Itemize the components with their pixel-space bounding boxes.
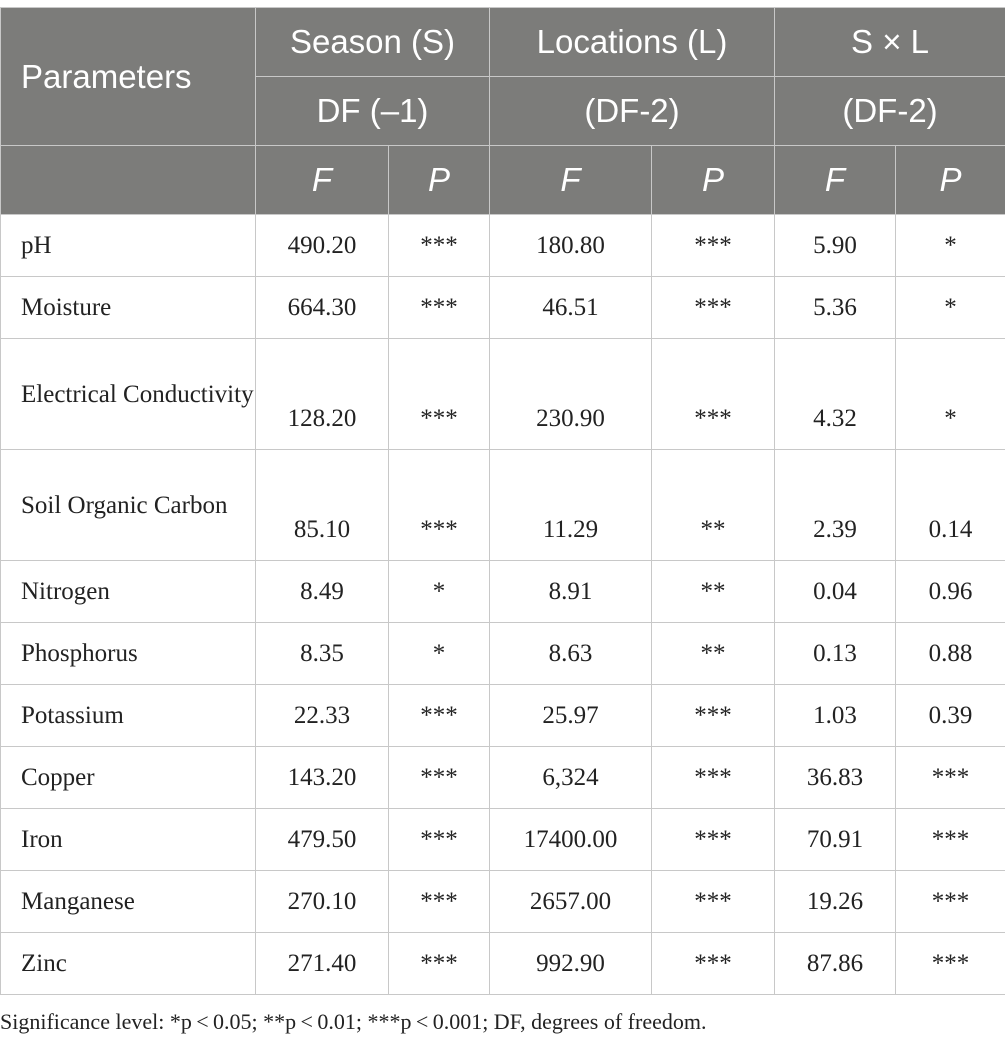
- season-f-cell: 271.40: [256, 933, 389, 995]
- locations-p-cell: ***: [652, 685, 775, 747]
- season-f-cell: 143.20: [256, 747, 389, 809]
- interaction-p-cell: ***: [896, 871, 1005, 933]
- interaction-f-cell: 70.91: [775, 809, 896, 871]
- season-p-cell: ***: [389, 933, 490, 995]
- interaction-f-cell: 87.86: [775, 933, 896, 995]
- locations-p-cell: ***: [652, 871, 775, 933]
- season-p-cell: ***: [389, 809, 490, 871]
- interaction-f-cell: 36.83: [775, 747, 896, 809]
- interaction-f-header: F: [775, 146, 896, 215]
- season-f-cell: 128.20: [256, 339, 389, 450]
- locations-p-cell: ***: [652, 339, 775, 450]
- season-p-cell: ***: [389, 339, 490, 450]
- parameter-cell: pH: [1, 215, 256, 277]
- interaction-df-header: (DF-2): [775, 77, 1005, 146]
- locations-f-cell: 8.91: [490, 561, 652, 623]
- parameter-cell: Manganese: [1, 871, 256, 933]
- parameter-cell: Zinc: [1, 933, 256, 995]
- parameter-cell: Potassium: [1, 685, 256, 747]
- parameter-cell: Phosphorus: [1, 623, 256, 685]
- locations-p-cell: ***: [652, 277, 775, 339]
- season-f-cell: 8.49: [256, 561, 389, 623]
- season-f-cell: 8.35: [256, 623, 389, 685]
- table-row: [1, 277, 1005, 339]
- locations-f-cell: 46.51: [490, 277, 652, 339]
- locations-df-header: (DF-2): [490, 77, 775, 146]
- locations-p-cell: ***: [652, 215, 775, 277]
- locations-p-cell: **: [652, 623, 775, 685]
- interaction-p-cell: ***: [896, 809, 1005, 871]
- locations-f-cell: 8.63: [490, 623, 652, 685]
- header-row-fp: [1, 146, 1005, 215]
- table-row: [1, 933, 1005, 995]
- table-row: [1, 871, 1005, 933]
- table-row: [1, 561, 1005, 623]
- season-p-cell: ***: [389, 747, 490, 809]
- parameter-cell: Moisture: [1, 277, 256, 339]
- season-f-cell: 85.10: [256, 450, 389, 561]
- locations-p-cell: **: [652, 561, 775, 623]
- interaction-p-cell: 0.14: [896, 450, 1005, 561]
- table-header: [1, 8, 1005, 215]
- interaction-f-cell: 2.39: [775, 450, 896, 561]
- parameter-cell: Iron: [1, 809, 256, 871]
- season-p-cell: ***: [389, 685, 490, 747]
- season-p-cell: ***: [389, 450, 490, 561]
- locations-f-cell: 230.90: [490, 339, 652, 450]
- anova-table: [0, 7, 1005, 995]
- interaction-p-cell: 0.39: [896, 685, 1005, 747]
- parameter-cell: Copper: [1, 747, 256, 809]
- interaction-p-cell: *: [896, 339, 1005, 450]
- interaction-p-cell: ***: [896, 747, 1005, 809]
- season-p-cell: ***: [389, 277, 490, 339]
- locations-f-cell: 11.29: [490, 450, 652, 561]
- season-f-cell: 22.33: [256, 685, 389, 747]
- locations-f-cell: 25.97: [490, 685, 652, 747]
- locations-f-cell: 2657.00: [490, 871, 652, 933]
- parameter-cell: Soil Organic Carbon: [1, 450, 256, 561]
- interaction-p-cell: 0.88: [896, 623, 1005, 685]
- season-p-cell: ***: [389, 215, 490, 277]
- season-p-cell: ***: [389, 871, 490, 933]
- parameter-cell: Nitrogen: [1, 561, 256, 623]
- interaction-f-cell: 5.90: [775, 215, 896, 277]
- season-f-cell: 490.20: [256, 215, 389, 277]
- locations-p-cell: **: [652, 450, 775, 561]
- locations-f-cell: 180.80: [490, 215, 652, 277]
- locations-p-cell: ***: [652, 809, 775, 871]
- table-body: [1, 215, 1005, 995]
- season-group-header: Season (S): [256, 8, 490, 77]
- season-f-cell: 270.10: [256, 871, 389, 933]
- interaction-f-cell: 5.36: [775, 277, 896, 339]
- header-row-groups: [1, 8, 1005, 77]
- season-f-header: F: [256, 146, 389, 215]
- locations-p-cell: ***: [652, 933, 775, 995]
- locations-f-cell: 992.90: [490, 933, 652, 995]
- locations-p-header: P: [652, 146, 775, 215]
- interaction-f-cell: 19.26: [775, 871, 896, 933]
- table-row: [1, 685, 1005, 747]
- locations-f-cell: 6,324: [490, 747, 652, 809]
- season-p-cell: *: [389, 561, 490, 623]
- interaction-p-cell: *: [896, 277, 1005, 339]
- blank-header-cell: [1, 146, 256, 215]
- season-f-cell: 664.30: [256, 277, 389, 339]
- parameters-header: Parameters: [1, 8, 256, 146]
- interaction-p-header: P: [896, 146, 1005, 215]
- table-row: [1, 623, 1005, 685]
- interaction-p-cell: ***: [896, 933, 1005, 995]
- table-row: [1, 215, 1005, 277]
- season-p-header: P: [389, 146, 490, 215]
- interaction-p-cell: 0.96: [896, 561, 1005, 623]
- table-row: [1, 450, 1005, 561]
- interaction-f-cell: 4.32: [775, 339, 896, 450]
- interaction-group-header: S × L: [775, 8, 1005, 77]
- parameter-cell: Electrical Conductivity: [1, 339, 256, 450]
- season-df-header: DF (–1): [256, 77, 490, 146]
- interaction-p-cell: *: [896, 215, 1005, 277]
- locations-p-cell: ***: [652, 747, 775, 809]
- table-row: [1, 339, 1005, 450]
- season-f-cell: 479.50: [256, 809, 389, 871]
- locations-f-header: F: [490, 146, 652, 215]
- table-row: [1, 747, 1005, 809]
- table-row: [1, 809, 1005, 871]
- interaction-f-cell: 0.13: [775, 623, 896, 685]
- table-footnote: Significance level: *p < 0.05; **p < 0.01; ***p < 0.001; DF, degrees of freedom.: [0, 1009, 707, 1034]
- locations-group-header: Locations (L): [490, 8, 775, 77]
- interaction-f-cell: 1.03: [775, 685, 896, 747]
- interaction-f-cell: 0.04: [775, 561, 896, 623]
- locations-f-cell: 17400.00: [490, 809, 652, 871]
- season-p-cell: *: [389, 623, 490, 685]
